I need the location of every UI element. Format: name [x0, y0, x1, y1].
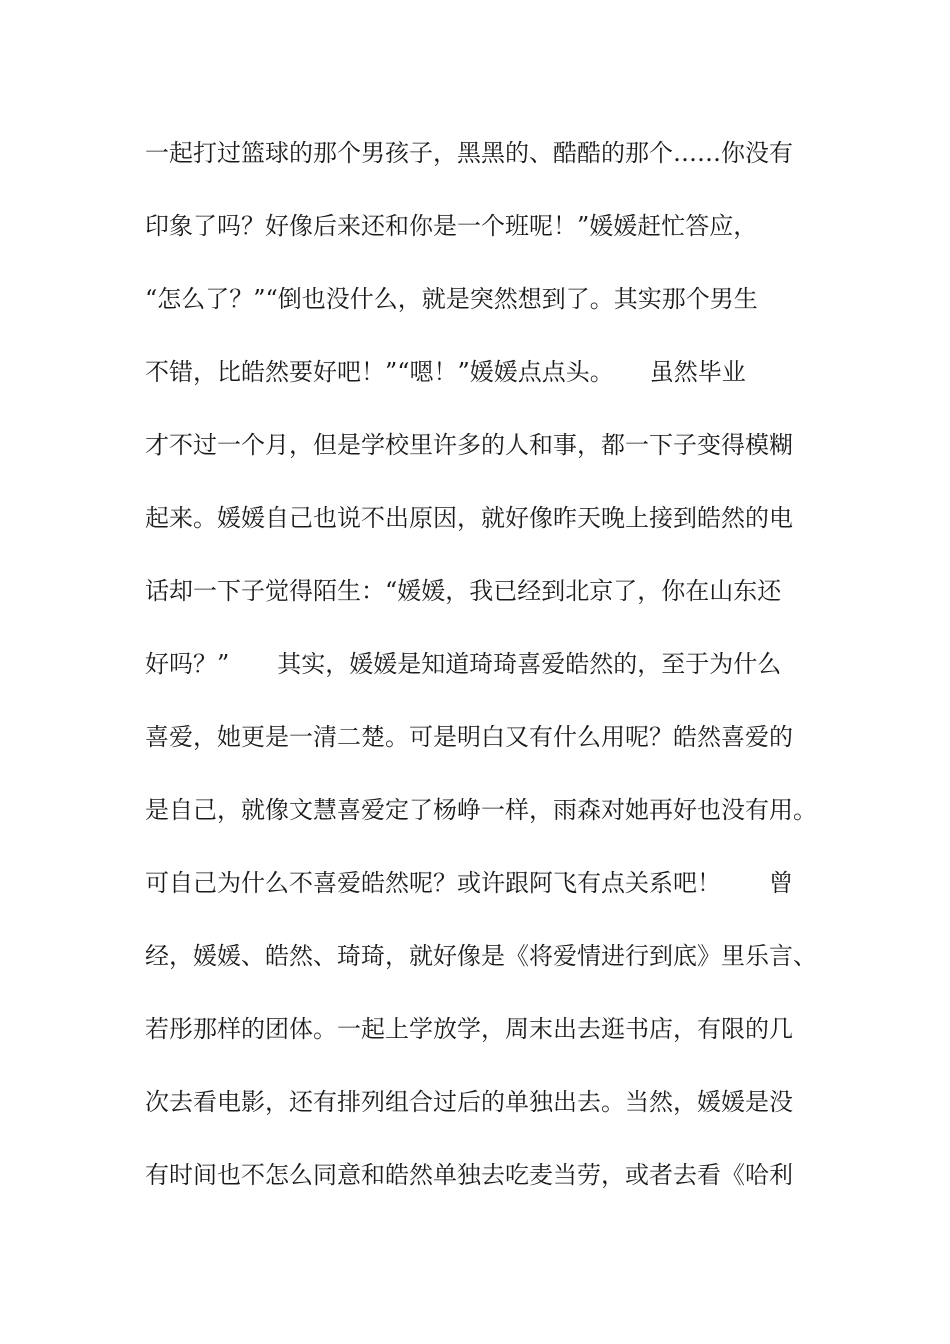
text-line: 好吗？” 其实，媛媛是知道琦琦喜爱皓然的，至于为什么 [145, 650, 782, 678]
text-line: 话却一下子觉得陌生：“媛媛，我已经到北京了，你在山东还 [145, 577, 782, 605]
text-line: 不错，比皓然要好吧！”“嗯！”媛媛点点头。 虽然毕业 [145, 358, 746, 386]
body-text [145, 130, 845, 1225]
text-line: 印象了吗？好像后来还和你是一个班呢！”媛媛赶忙答应， [145, 212, 758, 240]
text-line: 起来。媛媛自己也说不出原因，就好像昨天晚上接到皓然的电 [145, 504, 793, 532]
text-line: 若彤那样的团体。一起上学放学，周末出去逛书店，有限的几 [145, 1015, 793, 1043]
text-line: 喜爱，她更是一清二楚。可是明白又有什么用呢？皓然喜爱的 [145, 723, 793, 751]
text-line: 有时间也不怎么同意和皓然单独去吃麦当劳，或者去看《哈利 [145, 1161, 793, 1189]
text-line: 次去看电影，还有排列组合过后的单独出去。当然，媛媛是没 [145, 1088, 793, 1116]
text-line: 可自己为什么不喜爱皓然呢？或许跟阿飞有点关系吧！ 曾 [145, 869, 793, 897]
text-line: 经，媛媛、皓然、琦琦，就好像是《将爱情进行到底》里乐言、 [145, 942, 817, 970]
text-line: “怎么了？”“倒也没什么，就是突然想到了。其实那个男生 [145, 285, 758, 313]
text-line: 才不过一个月，但是学校里许多的人和事，都一下子变得模糊 [145, 431, 793, 459]
text-line: 一起打过篮球的那个男孩子，黑黑的、酷酷的那个……你没有 [145, 139, 793, 167]
text-line: 是自己，就像文慧喜爱定了杨峥一样，雨森对她再好也没有用。 [145, 796, 817, 824]
